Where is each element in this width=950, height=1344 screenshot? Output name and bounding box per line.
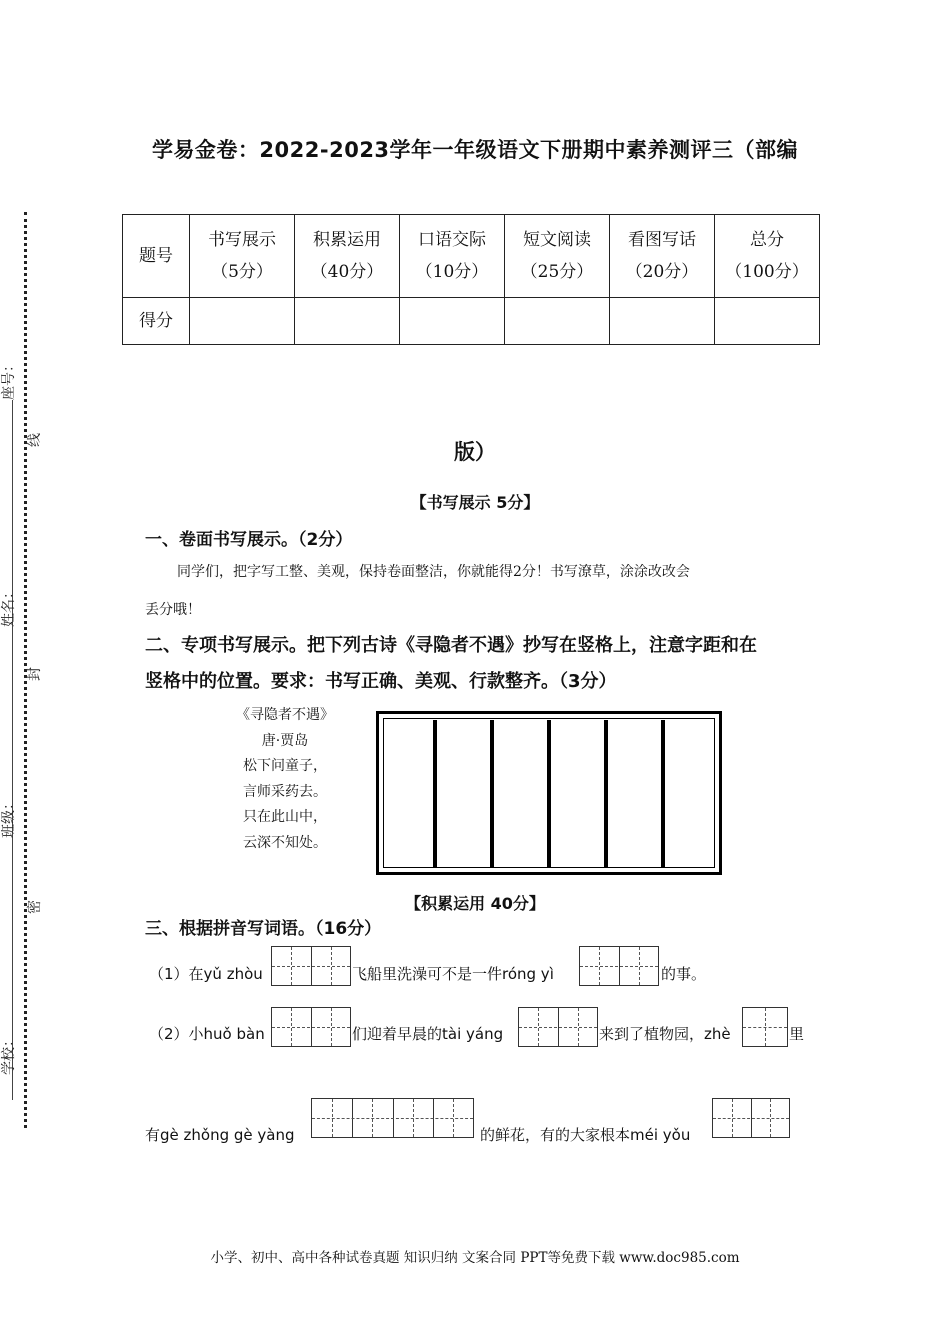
q3-line2-part-a: （2）小huǒ bàn: [149, 1025, 265, 1043]
col-points: （25分）: [520, 262, 594, 282]
score-cell[interactable]: [715, 298, 820, 345]
side-seat-label: 座号：: [1, 358, 17, 400]
score-col-writing: [190, 215, 295, 298]
q3-line1-part-a: （1）在yǔ zhòu: [149, 965, 263, 983]
col-name: 积累运用: [313, 230, 381, 250]
vertical-writing-grid[interactable]: [376, 711, 722, 875]
col-name: 书写展示: [208, 230, 276, 250]
question-1-title: 一、卷面书写展示。（2分）: [145, 530, 353, 550]
poem-author: 唐·贾岛: [261, 732, 309, 749]
binding-solid-line: [12, 400, 14, 1100]
score-table-header-row: [123, 215, 820, 298]
poem-line: 言师采药去。: [243, 783, 327, 800]
page-footer: 小学、初中、高中各种试卷真题 知识归纳 文案合同 PPT等免费下载 www.doc985.com: [210, 1250, 740, 1266]
score-col-accumulation: [295, 215, 400, 298]
question-1-text-line2: 丢分哦！: [145, 602, 201, 618]
col-name: 口语交际: [418, 230, 486, 250]
page-title-continued: 版）: [454, 440, 496, 464]
score-table: [122, 214, 820, 345]
score-cell[interactable]: [505, 298, 610, 345]
score-cell[interactable]: [400, 298, 505, 345]
grid-column-divider: [604, 720, 608, 868]
col-points: （10分）: [415, 262, 489, 282]
col-name: 看图写话: [628, 230, 696, 250]
poem-block: [200, 703, 370, 856]
section-header-writing: 【书写展示 5分】: [410, 493, 540, 512]
grid-column-divider: [490, 720, 494, 868]
score-col-reading: [505, 215, 610, 298]
side-xian-mark: 线: [27, 433, 43, 447]
poem-line: 松下问童子，: [243, 758, 327, 774]
section-header-accumulation: 【积累运用 40分】: [405, 894, 545, 913]
col-name: 总分: [750, 230, 784, 250]
poem-title: 《寻隐者不遇》: [236, 707, 334, 723]
pinyin-answer-box[interactable]: [742, 1007, 788, 1047]
score-col-picture-writing: [610, 215, 715, 298]
grid-column-divider: [433, 720, 437, 868]
question-2-title-line1: 二、专项书写展示。把下列古诗《寻隐者不遇》抄写在竖格上，注意字距和在: [145, 635, 757, 656]
q3-line2-part-d: 里: [789, 1025, 805, 1043]
row-label-question-number: 题号: [123, 215, 190, 298]
q3-line3-part-b: 的鲜花，有的大家根本méi yǒu: [480, 1126, 691, 1144]
grid-column-divider: [547, 720, 551, 868]
grid-column-divider: [661, 720, 665, 868]
q3-line2-part-c: 来到了植物园，zhè: [599, 1025, 731, 1043]
q3-line2-part-b: 们迎着早晨的tài yáng: [352, 1025, 504, 1043]
score-col-total: [715, 215, 820, 298]
pinyin-answer-box[interactable]: [518, 1007, 598, 1047]
score-cell[interactable]: [295, 298, 400, 345]
score-table-score-row: [123, 298, 820, 345]
side-class-label: 班级：: [1, 796, 17, 838]
score-col-oral: [400, 215, 505, 298]
pinyin-answer-box[interactable]: [712, 1098, 790, 1138]
pinyin-answer-box[interactable]: [271, 1007, 351, 1047]
side-feng-mark: 封: [27, 667, 43, 681]
side-name-label: 姓名：: [1, 585, 17, 627]
question-2-title-line2: 竖格中的位置。要求：书写正确、美观、行款整齐。（3分）: [145, 671, 617, 692]
q3-line3-part-a: 有gè zhǒng gè yàng: [145, 1126, 295, 1144]
q3-line1-part-b: 飞船里洗澡可不是一件róng yì: [352, 965, 554, 983]
side-school-label: 学校：: [1, 1033, 17, 1075]
col-name: 短文阅读: [523, 230, 591, 250]
col-points: （100分）: [725, 262, 809, 282]
score-cell[interactable]: [190, 298, 295, 345]
question-3-title: 三、根据拼音写词语。（16分）: [145, 919, 382, 939]
col-points: （20分）: [625, 262, 699, 282]
pinyin-answer-box[interactable]: [579, 946, 659, 986]
poem-line: 只在此山中，: [243, 809, 327, 825]
q3-line1-part-c: 的事。: [661, 965, 707, 983]
pinyin-answer-box[interactable]: [271, 946, 351, 986]
page-title: 学易金卷：2022-2023学年一年级语文下册期中素养测评三（部编: [151, 138, 799, 162]
col-points: （5分）: [211, 262, 273, 282]
row-label-score: 得分: [123, 298, 190, 345]
question-1-text-line1: 同学们，把字写工整、美观，保持卷面整洁，你就能得2分！书写潦草，涂涂改改会: [177, 564, 690, 580]
score-cell[interactable]: [610, 298, 715, 345]
side-mi-mark: 密: [27, 900, 43, 914]
col-points: （40分）: [310, 262, 384, 282]
poem-line: 云深不知处。: [243, 834, 327, 851]
pinyin-answer-box[interactable]: [311, 1098, 474, 1138]
